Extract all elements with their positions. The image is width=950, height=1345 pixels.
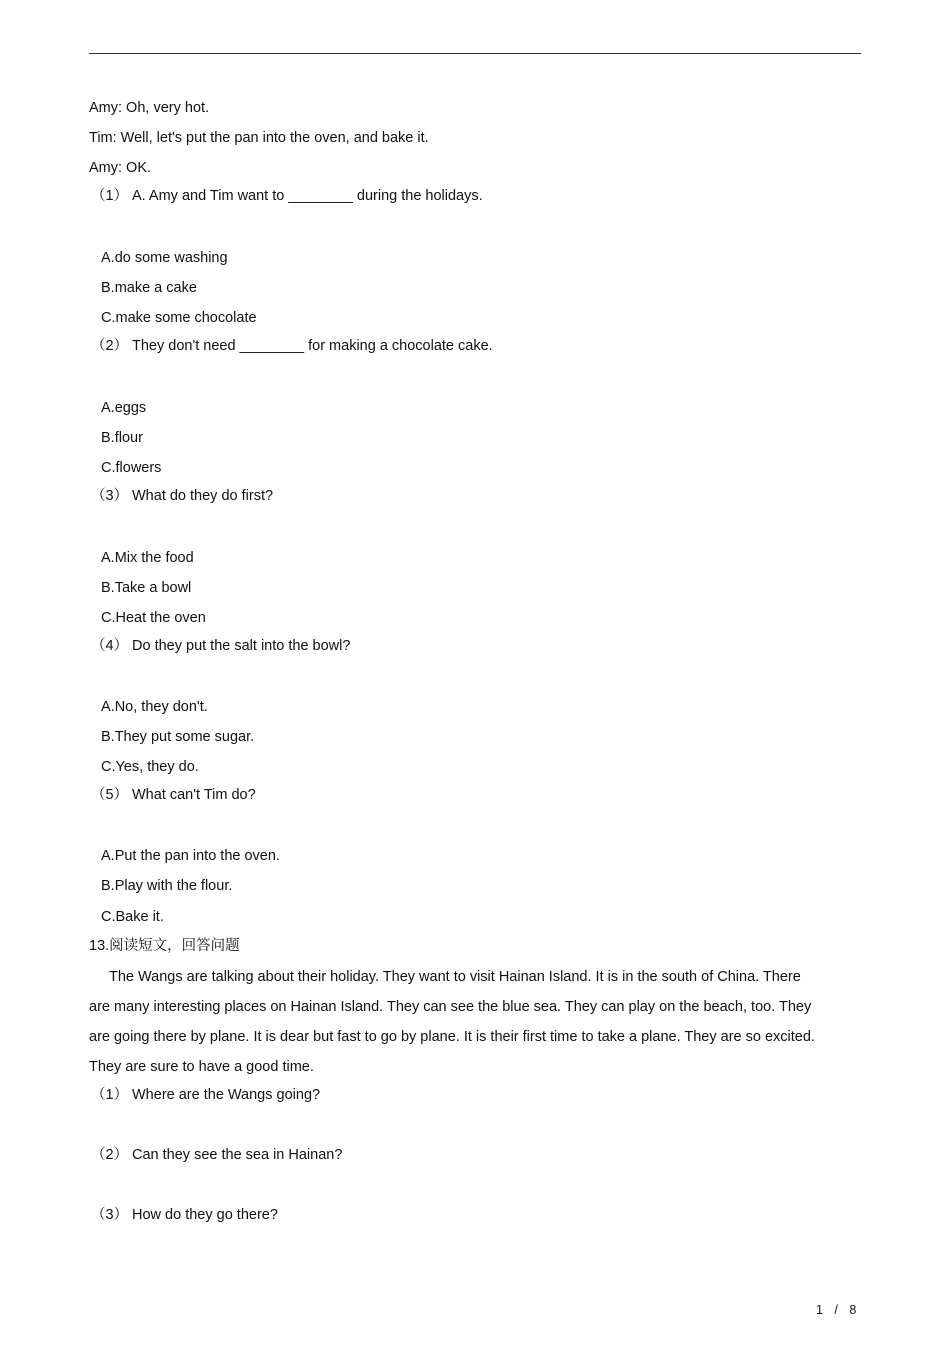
question-text: What can't Tim do?	[132, 787, 256, 803]
option: B.They put some sugar.	[101, 729, 255, 745]
option: A.eggs	[101, 400, 147, 416]
question-text: Where are the Wangs going?	[132, 1087, 321, 1103]
option: B.flour	[101, 430, 143, 446]
passage-line: The Wangs are talking about their holiday. They want to visit Hainan Island. It is in the south of China. There	[109, 969, 801, 985]
question-number: （3）	[91, 1207, 129, 1223]
dialogue-line: Amy: OK.	[89, 160, 152, 176]
option: C.make some chocolate	[101, 310, 257, 326]
question-number: （4）	[91, 638, 129, 654]
header-rule	[89, 53, 861, 54]
question-number: （5）	[91, 787, 129, 803]
question-text: Do they put the salt into the bowl?	[132, 638, 351, 654]
page-number: 1 / 8	[816, 1303, 857, 1317]
question-number: （1）	[91, 1087, 129, 1103]
question-number: （3）	[91, 488, 129, 504]
option: B.Play with the flour.	[101, 878, 233, 894]
option: C.Yes, they do.	[101, 759, 199, 775]
option: C.Heat the oven	[101, 610, 206, 626]
dialogue-line: Tim: Well, let's put the pan into the oven, and bake it.	[89, 130, 429, 146]
question-number: （1）	[91, 188, 129, 204]
option: A.Mix the food	[101, 550, 194, 566]
passage-line: are going there by plane. It is dear but fast to go by plane. It is their first time to take a plane. They are so excited.	[89, 1029, 815, 1045]
question-number: （2）	[91, 1147, 129, 1163]
question-text: What do they do first?	[132, 488, 274, 504]
question-text: A. Amy and Tim want to ________ during the holidays.	[132, 188, 483, 204]
option: B.make a cake	[101, 280, 197, 296]
option: A.No, they don't.	[101, 699, 208, 715]
option: C.flowers	[101, 460, 162, 476]
dialogue-line: Amy: Oh, very hot.	[89, 100, 210, 116]
section-heading: 13.阅读短文，回答问题	[89, 938, 240, 954]
question-text: Can they see the sea in Hainan?	[132, 1147, 343, 1163]
option: A.do some washing	[101, 250, 228, 266]
question-text: How do they go there?	[132, 1207, 278, 1223]
option: C.Bake it.	[101, 909, 164, 925]
question-text: They don't need ________ for making a chocolate cake.	[132, 338, 493, 354]
passage-line: They are sure to have a good time.	[89, 1059, 314, 1075]
question-number: （2）	[91, 338, 129, 354]
passage-line: are many interesting places on Hainan Island. They can see the blue sea. They can play on the beach, too. They	[89, 999, 812, 1015]
option: A.Put the pan into the oven.	[101, 848, 280, 864]
option: B.Take a bowl	[101, 580, 192, 596]
